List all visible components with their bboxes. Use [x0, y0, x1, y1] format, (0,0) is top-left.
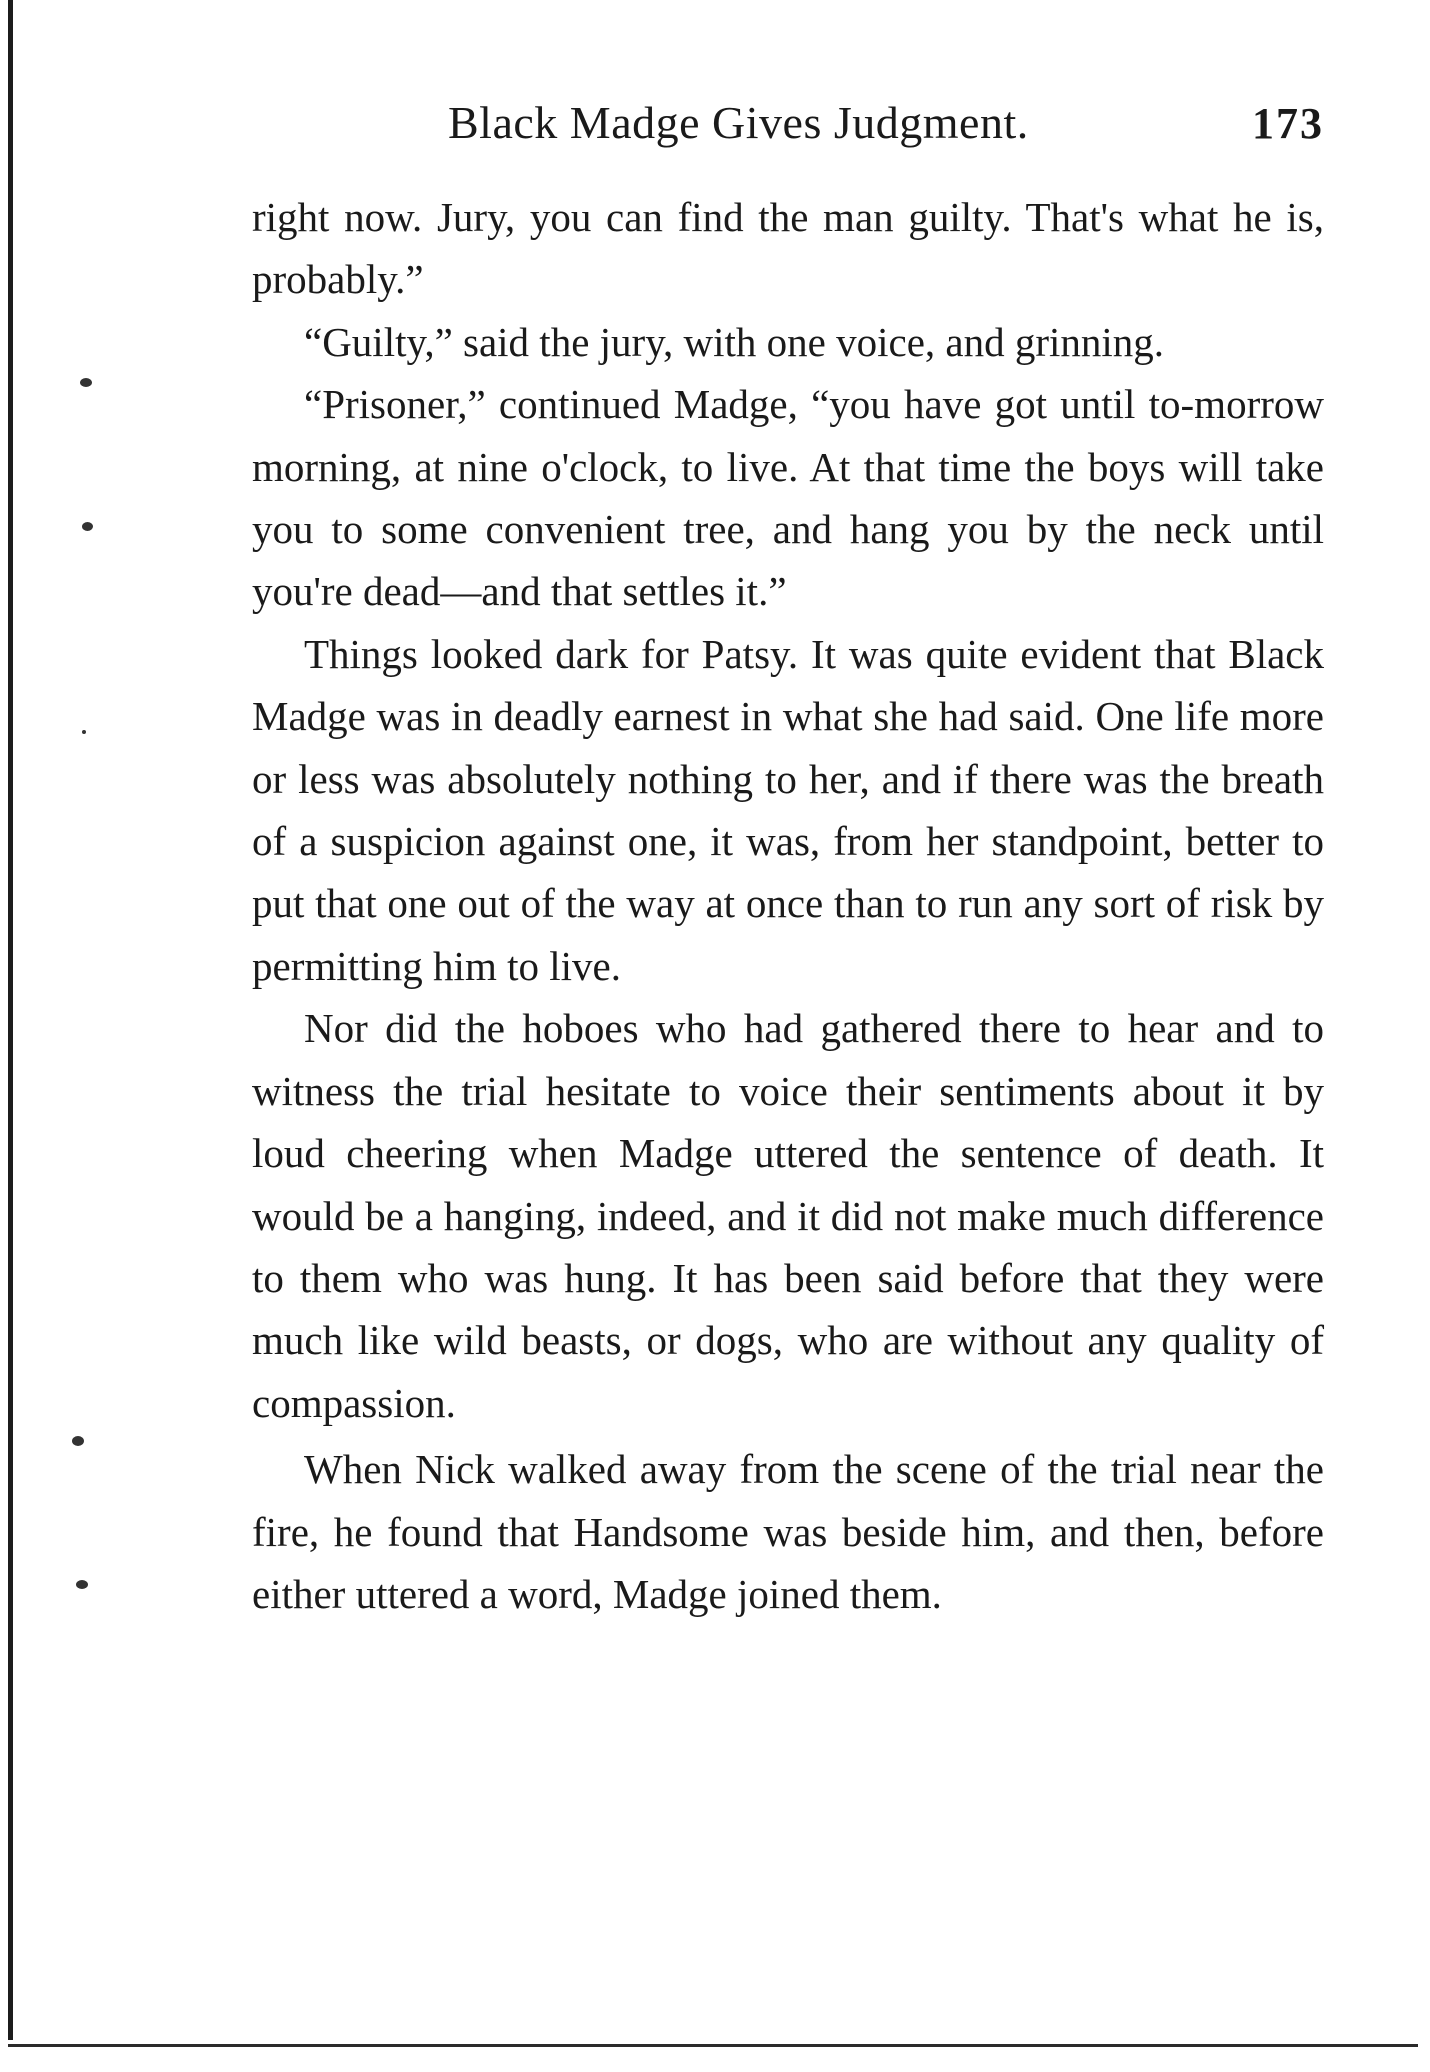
page-bottom-edge [8, 2044, 1418, 2047]
scan-speck [82, 730, 86, 734]
paragraph: “Prisoner,” continued Madge, “you have got until to-morrow morning, at nine o'clock, to live. At that time the boys will take you to some convenient tree, and hang you by the neck until you're dead—and that settles it.” [252, 381, 1324, 615]
running-head [252, 96, 1324, 152]
body-text [252, 186, 1324, 1625]
scan-speck [80, 378, 92, 387]
running-head-title: Black Madge Gives Judgment. [448, 97, 1029, 148]
paragraph: right now. Jury, you can find the man guilty. That's what he is, probably.” [252, 194, 1324, 303]
scan-speck [82, 522, 93, 531]
paragraph: Nor did the hoboes who had gathered there to hear and to witness the trial hesitate to voice their sentiments about it by loud cheering when Madge uttered the sentence of death. It would be a hanging, indeed, and it did not make much difference to them who was hung. It has been said before that they were much like wild beasts, or dogs, who are without any quality of compassion. [252, 1005, 1324, 1426]
page-gutter-edge [8, 0, 13, 2040]
paragraph: When Nick walked away from the scene of the trial near the fire, he found that Handsome was beside him, and then, before either uttered a word, Madge joined them. [252, 1446, 1324, 1617]
page-number: 173 [1252, 99, 1324, 148]
scan-speck [72, 1436, 84, 1446]
paragraph: Things looked dark for Patsy. It was quite evident that Black Madge was in deadly earnest in what she had said. One life more or less was absolutely nothing to her, and if there was the breath of a suspicion against one, it was, from her standpoint, better to put that one out of the way at once than to run any sort of risk by permitting him to live. [252, 630, 1324, 989]
scan-speck [76, 1580, 88, 1589]
paragraph: “Guilty,” said the jury, with one voice, and grinning. [304, 318, 1165, 365]
